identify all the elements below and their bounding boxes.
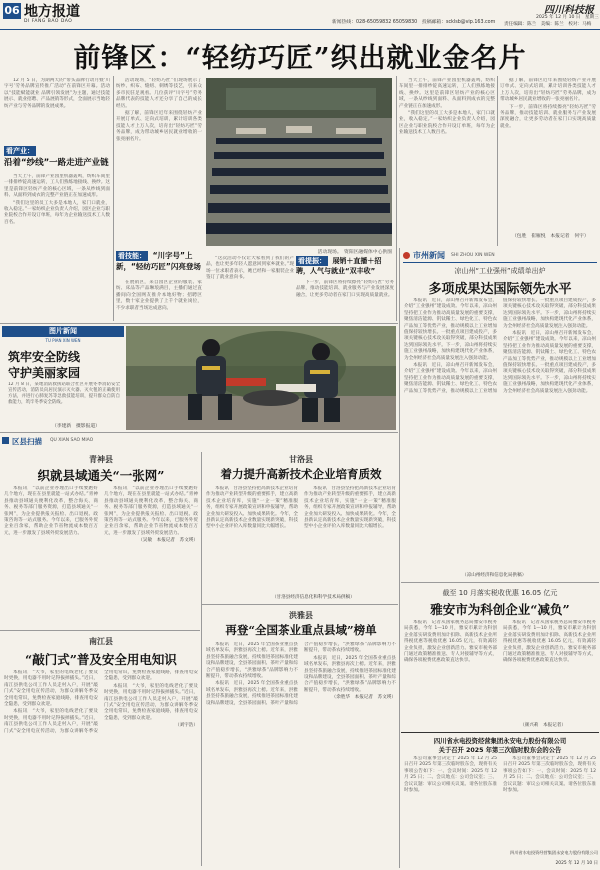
lead-paragraph: “我们这里的员工大多是本地人，家门口就业，收入稳定。”一家纺织企业负责人介绍，园区企业与职业院校合作开设订单班，每年为企业输送技术工人数百名。 [4, 200, 110, 225]
picture-news-label [2, 326, 124, 337]
lead-col-2b [116, 280, 202, 320]
county-news-paragraph: 本报讯 近日，凉山州召开新闻发布会，介绍“工业强州”建设成效。今年以来，凉山州坚持把工业作为推动高质量发展的重要支撑，聚焦清洁能源、钒钛稀土、绿色化工、特色农产品加工等优势产业，推动规模以上工业增加值保持较快增长。一批重点项目建成投产，多项关键核心技术攻关取得突破，部分科技成果达到国际领先水平。下一步，凉山州将持续实施工业强州战略，加快构建现代化产业体系，为全州经济社会高质量发展注入强劲动能。 [404, 298, 596, 394]
qs2-body [4, 670, 198, 860]
lead-subhead-tag: 看提振： [298, 257, 326, 265]
lead-paragraph: “这次活动不仅让大家看到了我们的产品，也让更多年轻人愿意回到家乡就业。”现场一位求职者表示，她已经和一家服装企业签订了就业意向书。 [206, 256, 294, 281]
lead-subhead-boost [296, 256, 394, 276]
county-news-byline: （凉山州经济和信息化局供稿） [462, 573, 527, 578]
picture-news-credit: （李建新 摄影报道） [52, 424, 100, 429]
qs3-body [206, 486, 396, 588]
picture-news-title-2: 守护美丽家园 [8, 366, 81, 380]
qs2-paragraph: 本报讯 “大爷，家里的电线老化了要及时更换，用电器不用时记得拔掉插头。”近日，南江县供电公司工作人员走村入户，开展“敲门式”安全用电宣传活动，为群众讲解冬季安全用电常识，免费检查家庭线路，排查用电安全隐患，受到群众欢迎。 [4, 670, 98, 708]
qs2-headline: “敲门式”普及安全用电知识 [25, 652, 177, 667]
lead-paragraph: 据了解，前锋区近年来围绕轻纺产业开展订单式、定向式培训，累计培训各类技能人才上万人次，培育出“轻纺巧匠”劳务品牌，成为带动城乡居民就业增收的一张亮丽名片。 [500, 78, 596, 103]
qs3-headline: 着力提升高新技术企业培育质效 [220, 467, 382, 481]
quick-scan-pinyin: QU XIAN SAO MIAO [50, 438, 94, 443]
notice-paragraph: 本公司董事会决定于 2025 年 12 月 25 日召开 2025 年第三次临时股东会，现将有关事项公告如下：一、会议时间：2025 年 12 月 25 日；二、会议地点：公司会议室；三、会议议题：审议公司相关议案。请各位股东准时参加。 [404, 756, 497, 794]
qs1-byline: （吴敏 本报记者 苏文瑛） [138, 538, 198, 544]
masthead [0, 0, 600, 30]
county-news-body [404, 298, 596, 568]
hotline: 新闻热线：028-65059832 65059830 投稿邮箱：scklsb@vip.163.com [332, 20, 496, 25]
qs4-paragraph: 本报讯 近日，2025 年全国茶业重点县域名单发布，洪雅县再次上榜。近年来，洪雅县坚持茶旅融合发展，持续推进茶园标准化建设和品牌建设，全县茶园面积、茶叶产量和综合产值稳步增长，“洪雅绿茶”品牌影响力不断提升，带动茶农持续增收。 [206, 642, 298, 680]
qs3-paragraph: 本报讯 甘洛县坚持把高新技术企业培育作为推动产业转型升级的重要抓手，建立高新技术企业培育库，实施“一企一策”精准服务，组织专家开展政策宣讲和申报辅导，帮助企业加大研发投入、加快成果转化。今年，全县新认定高新技术企业数量实现新突破，科技型中小企业评价入库数量同比大幅增长。 [206, 486, 298, 530]
lead-paragraph: 下一步，前锋区将持续擦亮“轻纺巧匠”劳务品牌，推动技能培训、就业服务与产业发展深度融合，让更多劳动者在家门口实现高质量就业。 [500, 104, 596, 129]
lead-paragraph: 活动现场，“轻纺巧匠”们现场展示了纺纱、织布、缝纫、刺绣等技艺，引来众多市民驻足观看。几位获评“川字号”劳务品牌代表的技能人才还分享了自己的成长经历。 [116, 78, 202, 109]
section-pinyin: DI FANG BAO DAO [24, 19, 73, 24]
issue-date: 2025 年 12 月 10 日 星期三 [536, 15, 599, 20]
qs2-paragraph: 本报讯 “大爷，家里的电线老化了要及时更换，用电器不用时记得拔掉插头。”近日，南江县供电公司工作人员走村入户，开展“敲门式”安全用电宣传活动，为群众讲解冬季安全用电常识，免费检查家庭线路，排查用电安全隐患，受到群众欢迎。 [4, 670, 198, 734]
lead-subhead-tag: 看技能： [118, 252, 146, 260]
notice-signer: 四川省水电投资经营集团永安电力股份有限公司 [510, 850, 598, 855]
county-news-header [403, 250, 597, 263]
lead-paragraph: 当天上午，前锋产业园里机器轰鸣，纺织车间里一排排纱锭高速运转，工人们熟练地接线、换纱。这里是前锋区轻纺产业的核心区域，一条从纱线到面料、从面料到成衣的完整产业链正在加速成形。 [4, 174, 110, 199]
county-news-paragraph: 本报讯 近日，凉山州召开新闻发布会，介绍“工业强州”建设成效。今年以来，凉山州坚持把工业作为推动高质量发展的重要支撑，聚焦清洁能源、钒钛稀土、绿色化工、特色农产品加工等优势产业，推动规模以上工业增加值保持较快增长。一批重点项目建成投产，多项关键核心技术攻关取得突破，部分科技成果达到国际领先水平。下一步，凉山州将持续实施工业强州战略，加快构建现代化产业体系，为全州经济社会高质量发展注入强劲动能。 [404, 298, 497, 361]
lead-paragraph: 据了解，前锋区近年来围绕轻纺产业开展订单式、定向式培训，累计培训各类技能人才上万人次，培育出“轻纺巧匠”劳务品牌，成为带动城乡居民就业增收的一张亮丽名片。 [116, 111, 202, 142]
picture-news-title-1: 筑牢安全防线 [8, 350, 81, 364]
lead-paragraph: 当天上午，前锋产业园里机器轰鸣，纺织车间里一排排纱锭高速运转，工人们熟练地接线、换纱。这里是前锋区轻纺产业的核心区域，一条从纱线到面料、从面料到成衣的完整产业链正在加速成形。 [399, 78, 495, 109]
qs3-kicker: 甘洛县 [289, 455, 313, 464]
qs1-paragraph: 本报讯 “以前企业办理出口手续要跑好几个地方，现在在县里就能一站式办结。”青神县推动县域通关便利化改革，整合海关、商务、税务等部门服务资源，打造县域通关“一张网”，为企业提供报关报检、出口退税、政策咨询等一站式服务。今年以来，已服务外贸企业百余家，帮助企业节省物流成本数百万元，进一步激发了县域外贸发展活力。 [4, 486, 98, 536]
paper-name: 四川科技报 [544, 5, 594, 16]
lead-col-3 [206, 256, 294, 290]
county-news-kicker: 凉山州“工业强州”成绩单出炉 [454, 267, 546, 275]
county-news-pinyin: SHI ZHOU XIN WEN [451, 253, 495, 258]
qs1-body [4, 486, 198, 626]
lead-headline: 前锋区：“轻纺巧匠”织出就业金名片 [73, 43, 527, 74]
qs4-paragraph: 本报讯 近日，2025 年全国茶业重点县域名单发布，洪雅县再次上榜。近年来，洪雅县坚持茶旅融合发展，持续推进茶园标准化建设和品牌建设，全县茶园面积、茶叶产量和综合产值稳步增长，“洪雅绿茶”品牌影响力不断提升，带动茶农持续增收。 [304, 655, 396, 693]
picture-news-label-text: 图片新闻 [49, 327, 77, 335]
picture-news-box [2, 326, 124, 430]
notice-box [402, 736, 598, 868]
lead-photo-caption: 活动现场。 资阳区融媒体中心供图 [317, 250, 392, 255]
yaan-headline: 雅安市为科创企业“减负” [430, 602, 570, 617]
notice-body [404, 756, 596, 848]
qs1-paragraph: 本报讯 “以前企业办理出口手续要跑好几个地方，现在在县里就能一站式办结。”青神县推动县域通关便利化改革，整合海关、商务、税务等部门服务资源，打造县域通关“一张网”，为企业提供报关报检、出口退税、政策咨询等一站式服务。今年以来，已服务外贸企业百余家，帮助企业节省物流成本数百万元，进一步激发了县域外贸发展活力。 [104, 486, 198, 536]
picture-news-body [8, 382, 120, 420]
qs2-byline: （刘宇浩） [175, 723, 198, 729]
qs1-headline: 织就县域通关“一张网” [37, 468, 165, 483]
picture-news-pinyin: TU PIAN XIN WEN [45, 338, 81, 343]
lead-subhead-text: 展销＋直播＋招聘，人气与就业“双丰收” [296, 257, 382, 275]
notice-title-2: 关于召开 2025 年第三次临时股东会的公告 [438, 747, 562, 754]
quick-scan-icon [2, 437, 9, 444]
section-name: 地方报道 [24, 4, 80, 20]
yaan-body [404, 620, 596, 718]
notice-paragraph: 本公司董事会决定于 2025 年 12 月 25 日召开 2025 年第三次临时股东会，现将有关事项公告如下：一、会议时间：2025 年 12 月 25 日；二、会议地点：公司会议室；三、会议议题：审议公司相关议案。请各位股东准时参加。 [503, 756, 596, 794]
editors: 责任编辑：陈兰 美编：陈兰 校对：马梅 [504, 22, 592, 27]
lead-col-3b [296, 280, 394, 320]
lead-subhead-text: “川字号”上新，“轻纺巧匠”闪亮登场 [116, 251, 201, 271]
page-number: 06 [4, 4, 20, 17]
county-news-headline: 多项成果达国际领先水平 [428, 282, 572, 297]
lead-subhead-text: 沿着“纱线”一路走进产业链 [4, 158, 109, 168]
picture-news-image [126, 326, 396, 430]
lead-byline: （包胜 崔雁悦 本报记者 何宇） [512, 234, 589, 239]
qs4-paragraph: 本报讯 近日，2025 年全国茶业重点县域名单发布，洪雅县再次上榜。近年来，洪雅县坚持茶旅融合发展，持续推进茶园标准化建设和品牌建设，全县茶园面积、茶叶产量和综合产值稳步增长，“洪雅绿茶”品牌影响力不断提升，带动茶农持续增收。 [206, 642, 396, 706]
quick-scan-label: 区县扫描 [12, 437, 42, 446]
qs1-kicker: 青神县 [89, 455, 113, 464]
lead-paragraph: 12 月 5 日，为期两天的“带头品牌行动月暨‘川字号’劳务品牌宣传推广活动”在前锋区开幕。活动以“技能赋能就业 品牌引领发展”为主题，通过技能展示、就业招聘、产品展销等形式，全面展示当地轻纺产业与劳务品牌的发展成果。 [4, 78, 110, 109]
lead-col-1b [4, 174, 110, 318]
lead-col-2 [116, 78, 202, 256]
county-news-icon [403, 252, 410, 259]
lead-paragraph: 在展销区，来自园区企业的服装、家纺、床品等产品琳琅满目，主播们通过直播间向全国网友推介本地好物；招聘区里，数十家企业提供了上千个就业岗位，不少求职者当场达成意向。 [116, 280, 202, 311]
county-news-paragraph: 本报讯 近日，凉山州召开新闻发布会，介绍“工业强州”建设成效。今年以来，凉山州坚持把工业作为推动高质量发展的重要支撑，聚焦清洁能源、钒钛稀土、绿色化工、特色农产品加工等优势产业，推动规模以上工业增加值保持较快增长。一批重点项目建成投产，多项关键核心技术攻关取得突破，部分科技成果达到国际领先水平。下一步，凉山州将持续实施工业强州战略，加快构建现代化产业体系，为全州经济社会高质量发展注入强劲动能。 [503, 331, 596, 394]
yaan-kicker: 截至 10 月落实税收优惠 16.05 亿元 [442, 589, 558, 597]
qs2-kicker: 南江县 [89, 637, 113, 646]
lead-subhead-tag: 看产业： [6, 147, 34, 155]
quick-scan-header [2, 436, 396, 446]
lead-col-5 [500, 78, 596, 228]
lead-col-1 [4, 78, 110, 144]
lead-photo-image [206, 78, 392, 246]
picture-news-body-text: 12 月 8 日，某地消防救援站联合社区开展冬季消防安全宣传活动，消防员向居民演示灭火器、灭火毯的正确使用方法，并进行心肺复苏等急救技能培训，提升群众自防自救能力，筑牢冬季安全防线。 [8, 382, 120, 405]
qs2-paragraph: 本报讯 “大爷，家里的电线老化了要及时更换，用电器不用时记得拔掉插头。”近日，南江县供电公司工作人员走村入户，开展“敲门式”安全用电宣传活动，为群众讲解冬季安全用电常识，免费检查家庭线路，排查用电安全隐患，受到群众欢迎。 [104, 683, 198, 721]
lead-subhead-skills [116, 250, 206, 272]
qs4-headline: 再登“全国茶业重点县域”榜单 [225, 623, 377, 637]
notice-sign-date: 2025 年 12 月 10 日 [555, 861, 598, 866]
qs3-paragraph: 本报讯 甘洛县坚持把高新技术企业培育作为推动产业转型升级的重要抓手，建立高新技术企业培育库，实施“一企一策”精准服务，组织专家开展政策宣讲和申报辅导，帮助企业加大研发投入、加快成果转化。今年，全县新认定高新技术企业数量实现新突破，科技型中小企业评价入库数量同比大幅增长。 [304, 486, 396, 530]
yaan-byline: （颜兴莉 本报记者） [520, 723, 566, 728]
lead-subhead-industry [4, 146, 114, 168]
county-news-label: 市州新闻 [413, 251, 445, 260]
qs4-body [206, 642, 396, 856]
lead-paragraph: “我们这里的员工大多是本地人，家门口就业，收入稳定。”一家纺织企业负责人介绍，园区企业与职业院校合作开设订单班，每年为企业输送技术工人数百名。 [399, 111, 495, 136]
notice-title-1: 四川省水电投资经营集团永安电力股份有限公司 [433, 738, 567, 745]
qs4-byline: （余胜华 本报记者 苏文瑛） [331, 695, 396, 701]
qs4-kicker: 洪雅县 [289, 611, 313, 620]
lead-col-4 [399, 78, 495, 243]
qs3-byline: （甘洛县经济信息化和科学技术局供稿） [272, 595, 355, 600]
yaan-paragraph: 本报讯 记者从国家税务总局雅安市税务局获悉，今年 1—10 月，雅安市累计为科创企业落实研发费用加计扣除、高新技术企业所得税优惠等税收优惠 16.05 亿元，有效减轻企业负担，激发企业创新活力。雅安市税务部门通过政策精准推送、专人对接辅导等方式，确保各项税费优惠政策直达快享。 [503, 620, 596, 664]
yaan-paragraph: 本报讯 记者从国家税务总局雅安市税务局获悉，今年 1—10 月，雅安市累计为科创企业落实研发费用加计扣除、高新技术企业所得税优惠等税收优惠 16.05 亿元，有效减轻企业负担，激发企业创新活力。雅安市税务部门通过政策精准推送、专人对接辅导等方式，确保各项税费优惠政策直达快享。 [404, 620, 497, 664]
lead-photo [206, 78, 392, 246]
lead-paragraph: 下一步，前锋区将持续擦亮“轻纺巧匠”劳务品牌，推动技能培训、就业服务与产业发展深度融合，让更多劳动者在家门口实现高质量就业。 [296, 280, 394, 298]
picture-news-photo [126, 326, 396, 430]
